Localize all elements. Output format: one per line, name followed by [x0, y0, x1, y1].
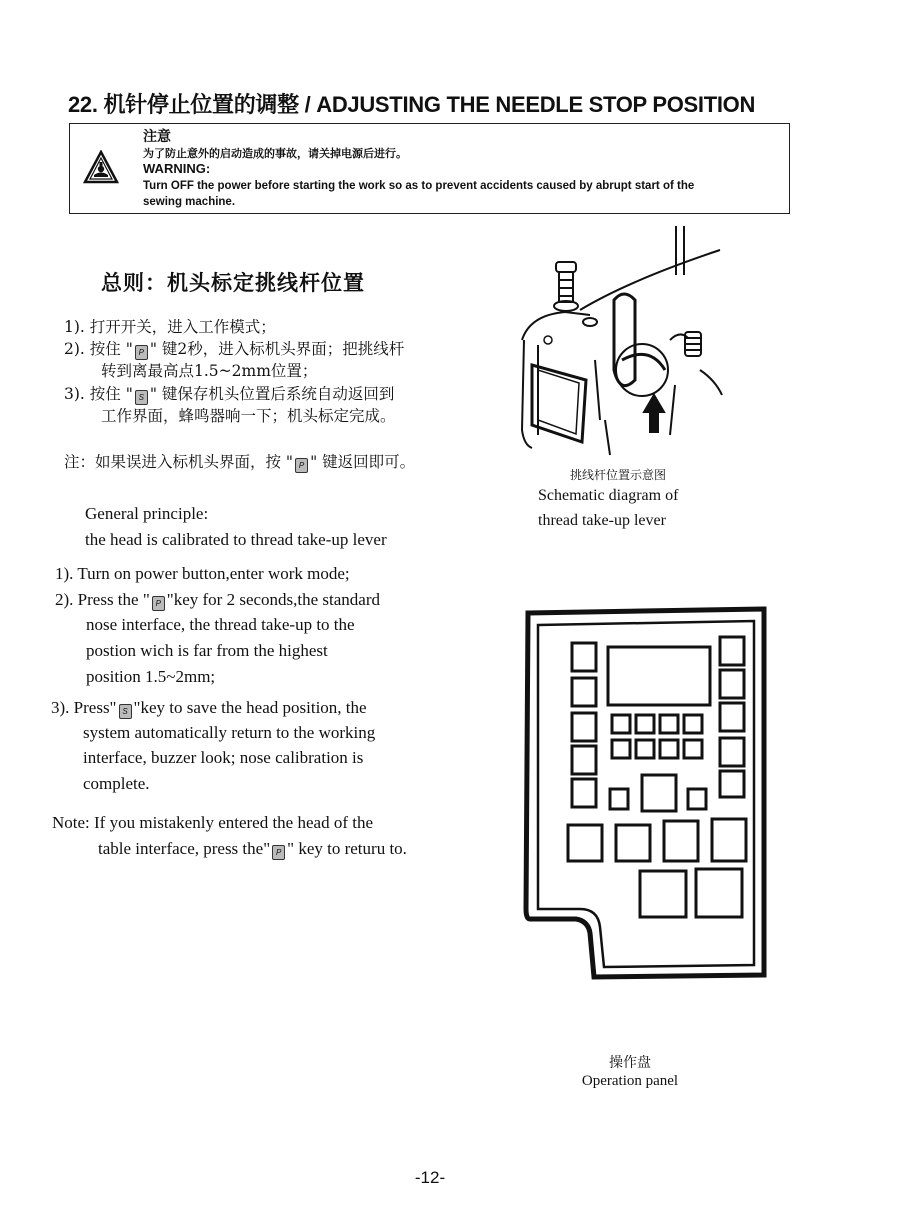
section-title: 22. 机针停止位置的调整 / ADJUSTING THE NEEDLE STOP POSITION — [68, 92, 756, 117]
operation-panel-diagram — [518, 603, 770, 983]
en-note-b-post: " key to returu to. — [287, 839, 407, 858]
cn-heading: 总则：机头标定挑线杆位置 — [101, 270, 365, 295]
panel-caption-cn: 操作盘 — [609, 1055, 651, 1071]
warning-en-label: WARNING: — [143, 161, 211, 176]
warning-cn-label: 注意 — [143, 128, 171, 144]
cn-step-3a — [64, 384, 394, 405]
cn-step-3a-pre: 3). 按住 " — [64, 385, 133, 403]
cn-step-2a-pre: 2). 按住 " — [64, 340, 133, 358]
p-key-icon: P — [135, 345, 148, 360]
lever-caption-en-1: Schematic diagram of — [538, 487, 679, 504]
s-key-icon: S — [135, 390, 148, 405]
en-step-3d: complete. — [83, 774, 150, 793]
cn-step-3a-post: " 键保存机头位置后系统自动返回到 — [149, 385, 395, 403]
s-key-icon: S — [119, 704, 132, 719]
en-step-2a-post: "key for 2 seconds,the standard — [166, 590, 381, 609]
page-number: -12- — [414, 1168, 446, 1187]
cn-note-post: " 键返回即可。 — [310, 453, 416, 471]
thread-take-up-lever-diagram — [510, 220, 725, 460]
cn-note-pre: 注：如果误进入标机头界面，按 " — [64, 453, 294, 471]
en-note-a: Note: If you mistakenly entered the head of the — [52, 813, 373, 832]
lever-caption-cn: 挑线杆位置示意图 — [569, 468, 666, 482]
en-step-3a-post: "key to save the head position, the — [133, 698, 367, 717]
cn-step-2b: 转到离最高点1.5~2mm位置； — [101, 362, 318, 380]
en-step-3c: interface, buzzer look; nose calibration is — [83, 748, 364, 767]
cn-step-2a — [64, 339, 404, 360]
en-step-2d: position 1.5~2mm; — [86, 667, 216, 686]
en-note-b-pre: table interface, press the" — [98, 839, 271, 858]
en-step-3b: system automatically return to the working — [83, 723, 376, 742]
warning-cn-text: 为了防止意外的启动造成的事故，请关掉电源后进行。 — [143, 148, 407, 160]
panel-caption-en: Operation panel — [581, 1073, 679, 1089]
en-step-2b: nose interface, the thread take-up to the — [86, 615, 355, 634]
en-note-b — [98, 836, 407, 862]
en-step-1: 1). Turn on power button,enter work mode; — [55, 564, 350, 583]
warning-triangle-icon — [83, 150, 119, 184]
p-key-icon: P — [295, 458, 308, 473]
en-step-3a-pre: 3). Press" — [51, 698, 117, 717]
en-step-2c: postion wich is far from the highest — [86, 641, 328, 660]
cn-step-3b: 工作界面，蜂鸣器响一下；机头标定完成。 — [101, 407, 396, 425]
cn-step-1: 1). 打开开关，进入工作模式； — [64, 318, 276, 336]
warning-en-text-2: sewing machine. — [143, 196, 236, 208]
warning-box — [69, 123, 790, 214]
cn-step-2a-post: " 键2秒，进入标机头界面；把挑线杆 — [149, 340, 405, 358]
en-step-2a — [55, 587, 380, 613]
lever-caption-en-2: thread take-up lever — [538, 512, 666, 529]
p-key-icon: P — [152, 596, 165, 611]
en-step-3a — [51, 695, 367, 721]
cn-note — [64, 452, 415, 473]
en-step-2a-pre: 2). Press the " — [55, 590, 150, 609]
en-principle-label: General principle: — [85, 504, 209, 523]
p-key-icon: P — [272, 845, 285, 860]
warning-en-text-1: Turn OFF the power before starting the work so as to prevent accidents caused by abrupt start of the — [143, 180, 695, 192]
en-principle-text: the head is calibrated to thread take-up lever — [85, 530, 387, 549]
